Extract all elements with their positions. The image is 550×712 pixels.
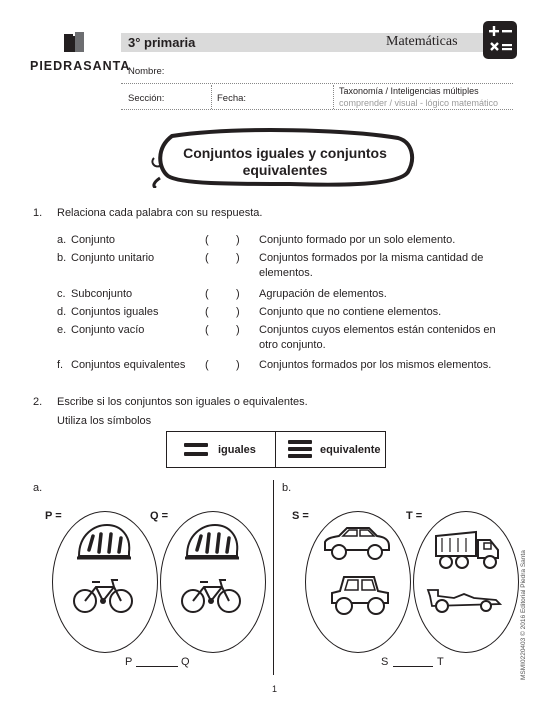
matching-letter: a. <box>57 234 67 246</box>
field-divider <box>211 85 213 109</box>
matching-letter: d. <box>57 306 67 318</box>
taxonomy-title: Taxonomía / Inteligencias múltiples <box>339 86 479 96</box>
name-field[interactable] <box>121 82 513 84</box>
page-title <box>160 145 410 179</box>
matching-term: Conjuntos iguales <box>71 306 159 318</box>
matching-term: Conjunto <box>71 234 116 246</box>
matching-term: Conjunto unitario <box>71 252 155 264</box>
answer-paren-open[interactable]: ( <box>205 234 209 246</box>
exercise-2-instruction: Escribe si los conjuntos son iguales o equivalentes. <box>57 396 308 408</box>
jeep-icon <box>328 573 392 617</box>
matching-letter: c. <box>57 288 66 300</box>
exercise-2-subinstruction: Utiliza los símbolos <box>57 415 152 427</box>
exercise-1-number: 1. <box>33 207 43 219</box>
legend-equal-label: iguales <box>218 444 256 456</box>
matching-definition: Conjunto formado por un solo elemento. <box>259 234 456 246</box>
bicycle-icon <box>180 578 242 614</box>
subject-title: Matemáticas <box>386 34 458 49</box>
bicycle-icon <box>72 578 134 614</box>
exercise-2-number: 2. <box>33 396 43 408</box>
matching-letter: b. <box>57 252 67 264</box>
answer-b-blank[interactable] <box>393 666 433 667</box>
answer-paren-close[interactable]: ) <box>236 359 240 371</box>
publisher-name: PIEDRASANTA <box>30 59 131 73</box>
name-field-label: Nombre: <box>128 66 165 77</box>
answer-b-right: T <box>437 656 444 668</box>
answer-paren-open[interactable]: ( <box>205 306 209 318</box>
title-line-2: equivalentes <box>242 162 328 178</box>
field-divider <box>333 85 335 109</box>
set-p-label: P = <box>45 510 62 522</box>
parts-divider <box>273 480 274 675</box>
answer-a-left: P <box>125 656 133 668</box>
matching-definition: Agrupación de elementos. <box>259 288 387 300</box>
part-b-label: b. <box>282 482 292 494</box>
matching-term: Conjuntos equivalentes <box>71 359 186 371</box>
matching-definition-cont: otro conjunto. <box>259 339 326 351</box>
matching-letter: f. <box>57 359 64 371</box>
matching-term: Conjunto vacío <box>71 324 145 336</box>
answer-paren-close[interactable]: ) <box>236 324 240 336</box>
race-car-icon <box>424 586 504 614</box>
answer-paren-open[interactable]: ( <box>205 359 209 371</box>
answer-a-blank[interactable] <box>136 666 178 667</box>
date-field-label: Fecha: <box>217 93 247 104</box>
section-field[interactable] <box>121 108 513 110</box>
helmet-icon <box>183 522 241 564</box>
dump-truck-icon <box>432 528 502 572</box>
matching-letter: e. <box>57 324 67 336</box>
page-number: 1 <box>272 684 278 694</box>
equivalent-symbol-icon <box>288 440 312 458</box>
legend-equivalent-label: equivalente <box>320 444 381 456</box>
equal-symbol-icon <box>184 443 208 456</box>
exercise-1-instruction: Relaciona cada palabra con su respuesta. <box>57 207 263 219</box>
set-t-label: T = <box>406 510 423 522</box>
matching-term: Subconjunto <box>71 288 133 300</box>
matching-definition: Conjuntos formados por la misma cantidad de <box>259 252 484 264</box>
answer-paren-close[interactable]: ) <box>236 288 240 300</box>
part-a-label: a. <box>33 482 43 494</box>
side-copyright-note: MSMI0220403 © 2016 Editorial Piedra Santa <box>520 550 527 680</box>
answer-paren-close[interactable]: ) <box>236 306 240 318</box>
answer-paren-open[interactable]: ( <box>205 288 209 300</box>
answer-b-left: S <box>381 656 389 668</box>
title-line-1: Conjuntos iguales y conjuntos <box>183 145 387 161</box>
matching-definition: Conjuntos formados por los mismos elementos. <box>259 359 492 371</box>
answer-paren-close[interactable]: ) <box>236 252 240 264</box>
matching-definition-cont: elementos. <box>259 267 313 279</box>
answer-paren-open[interactable]: ( <box>205 252 209 264</box>
answer-a-right: Q <box>181 656 190 668</box>
publisher-logo-icon <box>62 30 88 56</box>
legend-divider <box>275 431 276 468</box>
section-field-label: Sección: <box>128 93 165 104</box>
grade-label: 3° primaria <box>128 35 196 50</box>
set-s-label: S = <box>292 510 309 522</box>
matching-definition: Conjuntos cuyos elementos están contenidos en <box>259 324 496 336</box>
taxonomy-values: comprender / visual - lógico matemático <box>339 98 499 108</box>
answer-paren-open[interactable]: ( <box>205 324 209 336</box>
matching-definition: Conjunto que no contiene elementos. <box>259 306 442 318</box>
math-operations-icon <box>483 21 517 59</box>
set-q-label: Q = <box>150 510 169 522</box>
answer-paren-close[interactable]: ) <box>236 234 240 246</box>
car-icon <box>321 524 393 562</box>
helmet-icon <box>75 522 133 564</box>
